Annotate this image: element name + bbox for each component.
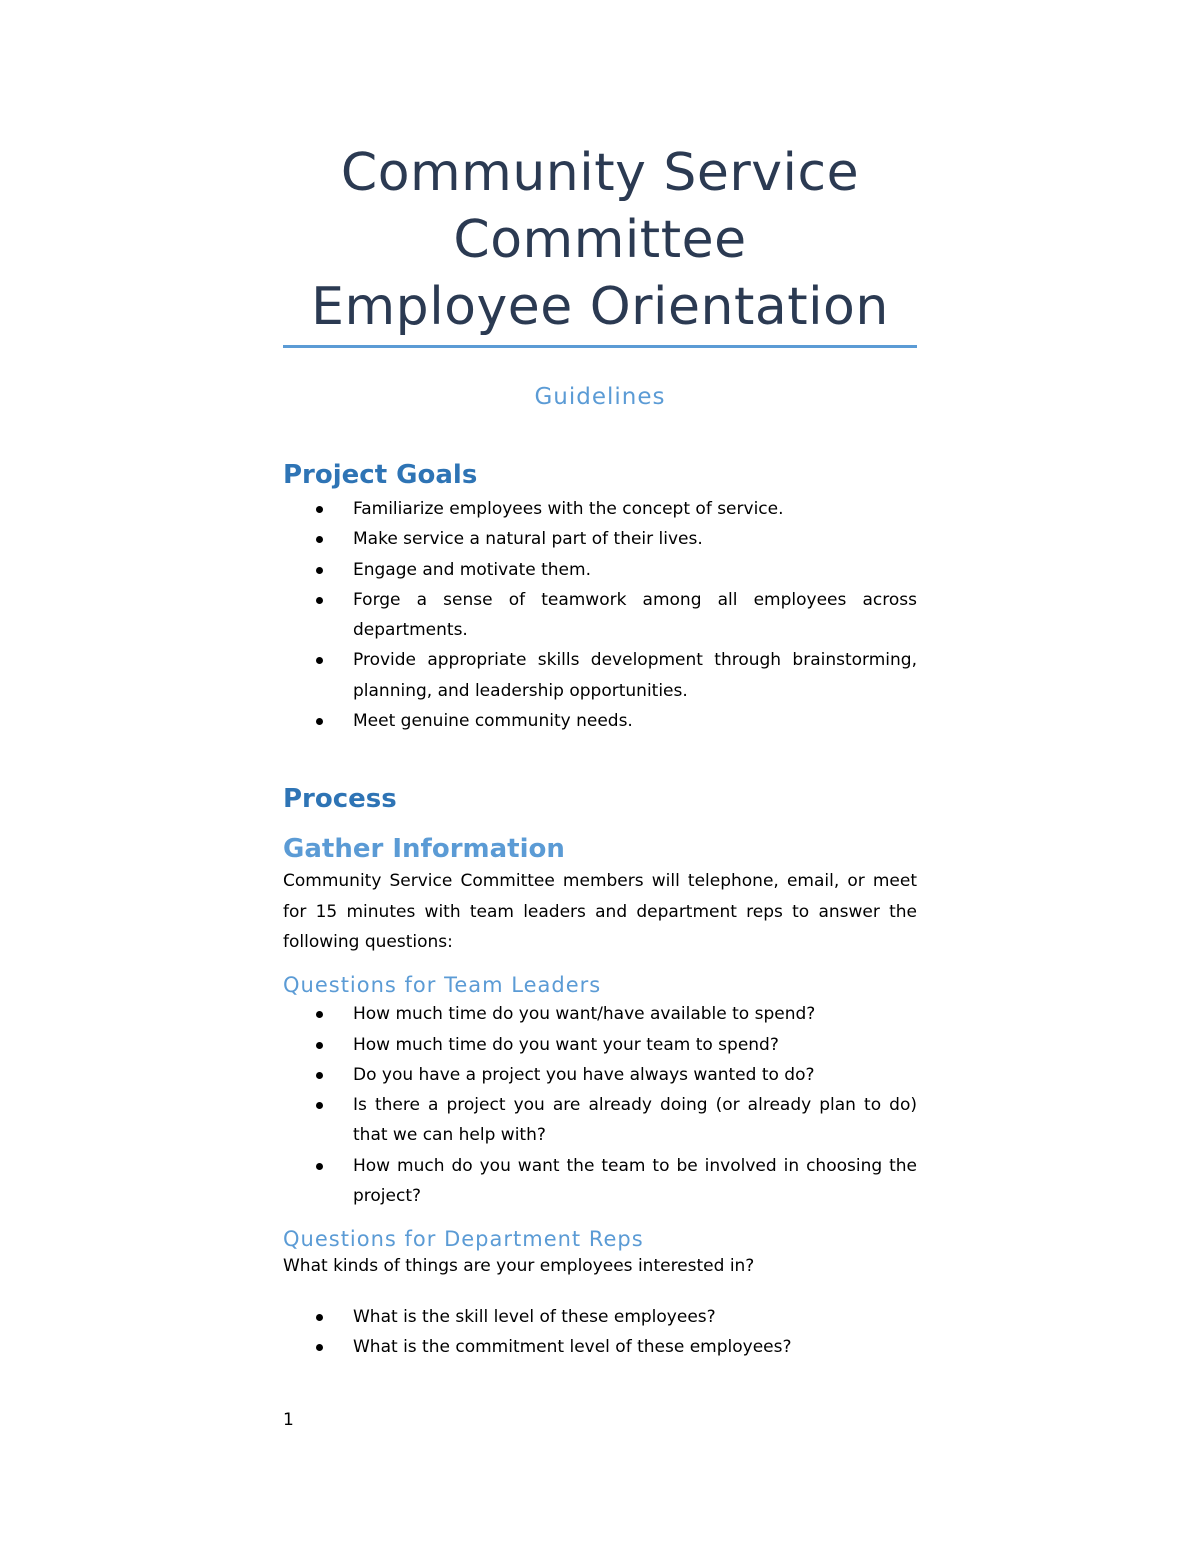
bullet-icon — [316, 1314, 323, 1321]
list-item: Is there a project you are already doing (or already plan to do) that we can help with? — [283, 1090, 917, 1151]
project-goals-list — [283, 494, 917, 736]
list-item: Familiarize employees with the concept of service. — [283, 494, 917, 524]
bullet-icon — [316, 567, 323, 574]
list-item: How much time do you want your team to spend? — [283, 1030, 917, 1060]
list-item: Meet genuine community needs. — [283, 706, 917, 736]
team-leaders-questions — [283, 999, 917, 1211]
process-heading: Process — [283, 784, 397, 815]
bullet-icon — [316, 657, 323, 664]
title-line-2: Committee — [453, 210, 747, 270]
bullet-icon — [316, 1042, 323, 1049]
list-item: How much time do you want/have available to spend? — [283, 999, 917, 1029]
list-item: What is the skill level of these employees? — [283, 1302, 917, 1332]
list-item: Make service a natural part of their lives. — [283, 524, 917, 554]
bullet-icon — [316, 718, 323, 725]
bullet-icon — [316, 506, 323, 513]
department-reps-heading: Questions for Department Reps — [283, 1227, 644, 1252]
page-content — [283, 140, 917, 1362]
bullet-icon — [316, 1163, 323, 1170]
list-item: Do you have a project you have always wanted to do? — [283, 1060, 917, 1090]
gather-information-heading: Gather Information — [283, 834, 565, 865]
list-item: Forge a sense of teamwork among all employees across departments. — [283, 585, 917, 646]
bullet-icon — [316, 1344, 323, 1351]
bullet-icon — [316, 1072, 323, 1079]
gather-information-paragraph: Community Service Committee members will telephone, email, or meet for 15 minutes with team leaders and department reps to answer the following questions: — [283, 871, 917, 952]
title-line-1: Community Service — [340, 143, 860, 203]
project-goals-heading: Project Goals — [283, 460, 478, 490]
bullet-icon — [316, 1011, 323, 1018]
title-line-3: Employee Orientation — [311, 277, 889, 337]
list-item: Provide appropriate skills development through brainstorming, planning, and leadership opportunities. — [283, 645, 917, 706]
document-title — [283, 140, 917, 341]
list-item: How much do you want the team to be involved in choosing the project? — [283, 1151, 917, 1212]
bullet-icon — [316, 536, 323, 543]
title-underline — [283, 345, 917, 348]
department-reps-intro: What kinds of things are your employees interested in? — [283, 1256, 755, 1277]
team-leaders-heading: Questions for Team Leaders — [283, 973, 602, 998]
page-number: 1 — [283, 1410, 294, 1430]
bullet-icon — [316, 1102, 323, 1109]
list-item: What is the commitment level of these employees? — [283, 1332, 917, 1362]
document-subtitle: Guidelines — [534, 384, 666, 410]
list-item: Engage and motivate them. — [283, 555, 917, 585]
bullet-icon — [316, 597, 323, 604]
department-reps-questions — [283, 1302, 917, 1363]
